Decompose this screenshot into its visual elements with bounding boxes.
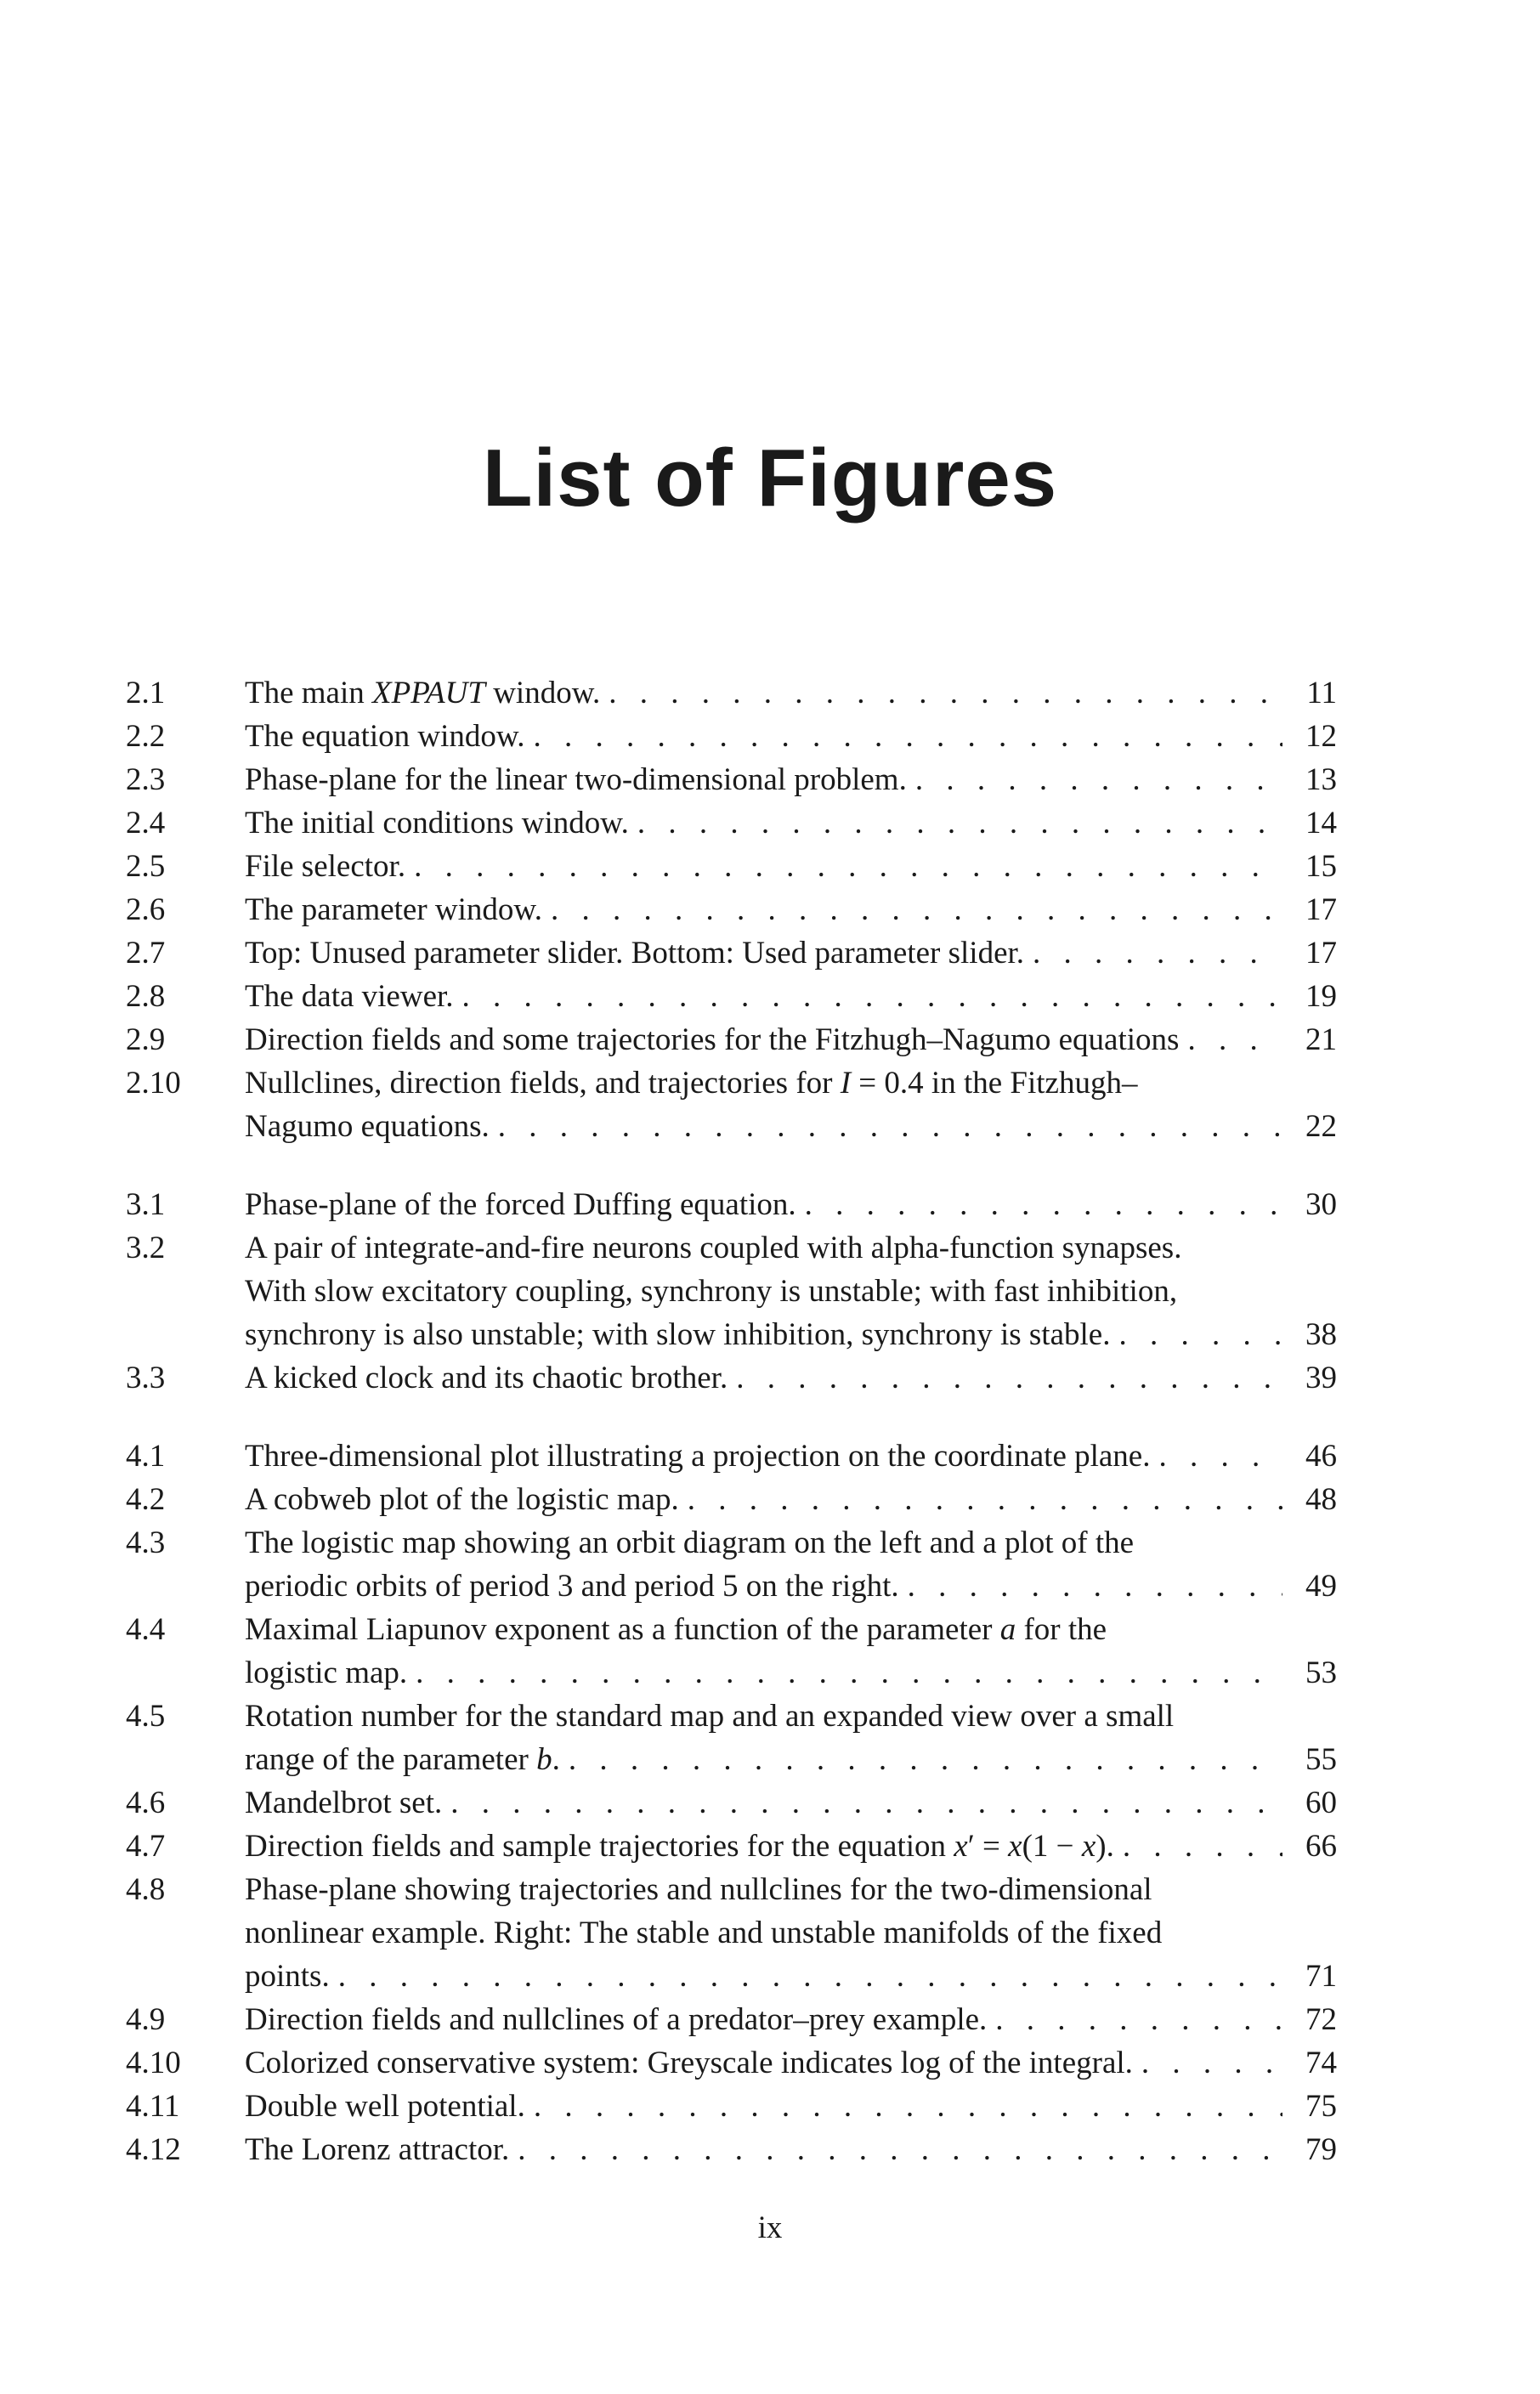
figure-caption: [245, 801, 1337, 845]
caption-line: Rotation number for the standard map and an expanded view over a small: [245, 1699, 1175, 1734]
chapter-group: [126, 1435, 1337, 2171]
figure-caption: [245, 1226, 1337, 1356]
dot-leader: [899, 1565, 1282, 1608]
page-ref: 38: [1305, 1317, 1337, 1352]
figure-number: 4.9: [126, 2002, 166, 2037]
figure-caption: [245, 1478, 1337, 1521]
page-ref: 19: [1305, 979, 1337, 1014]
figure-caption: [245, 1356, 1337, 1400]
figure-entry: [126, 2128, 1337, 2171]
page-ref: 79: [1305, 2132, 1337, 2167]
figure-entry: [126, 1435, 1337, 1478]
dot-leader: [1110, 1313, 1282, 1356]
figure-entry: [126, 715, 1337, 758]
figure-entry: [126, 931, 1337, 975]
figure-entry: [126, 845, 1337, 888]
figure-caption: [245, 1061, 1337, 1148]
page-ref: 39: [1305, 1361, 1337, 1395]
page-ref: 12: [1305, 719, 1337, 754]
figure-number: 2.4: [126, 806, 166, 840]
page-ref: 72: [1305, 2002, 1337, 2037]
figure-entry: [126, 975, 1337, 1018]
figure-caption: [245, 1183, 1337, 1226]
page-ref: 53: [1305, 1655, 1337, 1690]
figure-caption: [245, 1018, 1337, 1061]
page-ref: 21: [1305, 1022, 1337, 1057]
page-ref: 15: [1305, 849, 1337, 884]
figure-entry: [126, 1183, 1337, 1226]
figure-entry: [126, 1478, 1337, 1521]
figure-entry: [126, 1695, 1337, 1781]
page-ref: 71: [1305, 1959, 1337, 1994]
figure-number: 2.6: [126, 892, 166, 927]
dot-leader: [796, 1183, 1282, 1226]
figure-number: 2.5: [126, 849, 166, 884]
caption-line: A cobweb plot of the logistic map.: [245, 1482, 679, 1517]
figure-caption: [245, 758, 1337, 801]
dot-leader: [542, 888, 1282, 931]
dot-leader: [679, 1478, 1282, 1521]
page-ref: 49: [1305, 1569, 1337, 1604]
dot-leader: [405, 845, 1282, 888]
figure-caption: [245, 1825, 1337, 1868]
chapter-group: [126, 671, 1337, 1148]
caption-line: synchrony is also unstable; with slow inhibition, synchrony is stable.: [245, 1317, 1111, 1352]
dot-leader: [629, 801, 1282, 845]
dot-leader: [1024, 931, 1282, 975]
figure-caption: [245, 2041, 1337, 2085]
figure-number: 2.9: [126, 1022, 166, 1057]
caption-line: The equation window.: [245, 719, 525, 754]
caption-line: nonlinear example. Right: The stable and unstable manifolds of the fixed: [245, 1916, 1163, 1950]
page-ref: 30: [1305, 1187, 1337, 1222]
caption-line: The initial conditions window.: [245, 806, 629, 840]
page-ref: 74: [1305, 2046, 1337, 2080]
figure-entry: [126, 1061, 1337, 1148]
figure-number: 4.8: [126, 1872, 166, 1907]
caption-line: points.: [245, 1959, 330, 1994]
figure-entry: [126, 758, 1337, 801]
figure-entry: [126, 888, 1337, 931]
page-title: List of Figures: [482, 433, 1058, 524]
page-ref: 46: [1305, 1439, 1337, 1474]
dot-leader: [907, 758, 1282, 801]
figure-caption: [245, 1521, 1337, 1608]
page-ref: 22: [1305, 1109, 1337, 1144]
figure-caption: [245, 931, 1337, 975]
caption-line: Phase-plane showing trajectories and nullclines for the two-dimensional: [245, 1872, 1152, 1907]
caption-line: The Lorenz attractor.: [245, 2132, 510, 2167]
figure-number: 4.12: [126, 2132, 181, 2167]
caption-line: The logistic map showing an orbit diagram on the left and a plot of the: [245, 1525, 1135, 1560]
page-ref: 75: [1305, 2089, 1337, 2124]
chapter-group: [126, 1183, 1337, 1400]
caption-line: periodic orbits of period 3 and period 5 on the right.: [245, 1569, 899, 1604]
dot-leader: [525, 2085, 1282, 2128]
caption-line: Three-dimensional plot illustrating a projection on the coordinate plane.: [245, 1439, 1151, 1474]
caption-line: Maximal Liapunov exponent as a function of the parameter a for the: [245, 1612, 1107, 1647]
figure-caption: [245, 2085, 1337, 2128]
dot-leader: [1150, 1435, 1282, 1478]
figure-caption: [245, 845, 1337, 888]
figure-number: 4.11: [126, 2089, 180, 2124]
figure-entry: [126, 2085, 1337, 2128]
figure-number: 4.5: [126, 1699, 166, 1734]
caption-line: With slow excitatory coupling, synchrony is unstable; with fast inhibition,: [245, 1274, 1178, 1309]
figure-entry: [126, 1356, 1337, 1400]
figure-caption: [245, 975, 1337, 1018]
figure-entry: [126, 1781, 1337, 1825]
page-ref: 14: [1305, 806, 1337, 840]
caption-line: Phase-plane of the forced Duffing equation.: [245, 1187, 796, 1222]
figure-entry: [126, 1998, 1337, 2041]
dot-leader: [509, 2128, 1282, 2171]
figure-caption: [245, 671, 1337, 715]
caption-line: Direction fields and some trajectories for the Fitzhugh–Nagumo equations: [245, 1022, 1180, 1057]
figure-entry: [126, 1521, 1337, 1608]
caption-line: Nagumo equations.: [245, 1109, 490, 1144]
figure-entry: [126, 1825, 1337, 1868]
caption-line: Colorized conservative system: Greyscale indicates log of the integral.: [245, 2046, 1133, 2080]
caption-line: Top: Unused parameter slider. Bottom: Used parameter slider.: [245, 936, 1025, 971]
figure-caption: [245, 1608, 1337, 1695]
figure-number: 2.10: [126, 1066, 181, 1101]
dot-leader: [1133, 2041, 1282, 2085]
figure-number: 4.6: [126, 1786, 166, 1820]
dot-leader: [560, 1738, 1282, 1781]
dot-leader: [728, 1356, 1282, 1400]
figure-entry: [126, 1868, 1337, 1998]
figure-entry: [126, 671, 1337, 715]
figure-number: 4.1: [126, 1439, 166, 1474]
figure-number: 3.3: [126, 1361, 166, 1395]
caption-line: Mandelbrot set.: [245, 1786, 443, 1820]
dot-leader: [1114, 1825, 1282, 1868]
figure-caption: [245, 1998, 1337, 2041]
caption-line: The parameter window.: [245, 892, 542, 927]
figure-number: 2.2: [126, 719, 166, 754]
figure-number: 4.3: [126, 1525, 166, 1560]
page-ref: 17: [1305, 892, 1337, 927]
caption-line: The main XPPAUT window.: [245, 676, 601, 710]
dot-leader: [1179, 1018, 1282, 1061]
figure-number: 2.3: [126, 762, 166, 797]
figure-number: 4.2: [126, 1482, 166, 1517]
caption-line: Double well potential.: [245, 2089, 525, 2124]
figure-caption: [245, 1435, 1337, 1478]
figure-entry: [126, 1608, 1337, 1695]
page-ref: 60: [1305, 1786, 1337, 1820]
page-ref: 13: [1305, 762, 1337, 797]
figure-number: 3.1: [126, 1187, 166, 1222]
dot-leader: [330, 1955, 1282, 1998]
caption-line: A pair of integrate-and-fire neurons coupled with alpha-function synapses.: [245, 1231, 1182, 1265]
dot-leader: [600, 671, 1282, 715]
page-ref: 66: [1305, 1829, 1337, 1864]
figure-entry: [126, 1018, 1337, 1061]
caption-line: range of the parameter b.: [245, 1742, 560, 1777]
page-ref: 55: [1305, 1742, 1337, 1777]
caption-line: Direction fields and sample trajectories for the equation x′ = x(1 − x).: [245, 1829, 1114, 1864]
caption-line: Direction fields and nullclines of a predator–prey example.: [245, 2002, 988, 2037]
figure-entry: [126, 1226, 1337, 1356]
figure-entry: [126, 2041, 1337, 2085]
page-ref: 11: [1306, 676, 1337, 710]
dot-leader: [490, 1105, 1282, 1148]
caption-line: A kicked clock and its chaotic brother.: [245, 1361, 728, 1395]
figure-number: 2.8: [126, 979, 166, 1014]
dot-leader: [525, 715, 1283, 758]
page-ref: 48: [1305, 1482, 1337, 1517]
caption-line: The data viewer.: [245, 979, 454, 1014]
figure-number: 2.7: [126, 936, 166, 971]
figure-number: 3.2: [126, 1231, 166, 1265]
figure-caption: [245, 715, 1337, 758]
figure-caption: [245, 1781, 1337, 1825]
page-number: ix: [757, 2210, 783, 2245]
figure-number: 4.4: [126, 1612, 166, 1647]
caption-line: logistic map.: [245, 1655, 408, 1690]
figure-number: 4.7: [126, 1829, 166, 1864]
figure-caption: [245, 1695, 1337, 1781]
dot-leader: [407, 1651, 1282, 1695]
figure-caption: [245, 888, 1337, 931]
caption-line: File selector.: [245, 849, 406, 884]
figure-number: 2.1: [126, 676, 166, 710]
figure-list: [126, 671, 1337, 2206]
figure-caption: [245, 2128, 1337, 2171]
figure-number: 4.10: [126, 2046, 181, 2080]
dot-leader: [454, 975, 1282, 1018]
page-ref: 17: [1305, 936, 1337, 971]
caption-line: Nullclines, direction fields, and trajectories for I = 0.4 in the Fitzhugh–: [245, 1066, 1138, 1101]
dot-leader: [987, 1998, 1282, 2041]
dot-leader: [442, 1781, 1282, 1825]
figure-entry: [126, 801, 1337, 845]
figure-caption: [245, 1868, 1337, 1998]
caption-line: Phase-plane for the linear two-dimensional problem.: [245, 762, 907, 797]
